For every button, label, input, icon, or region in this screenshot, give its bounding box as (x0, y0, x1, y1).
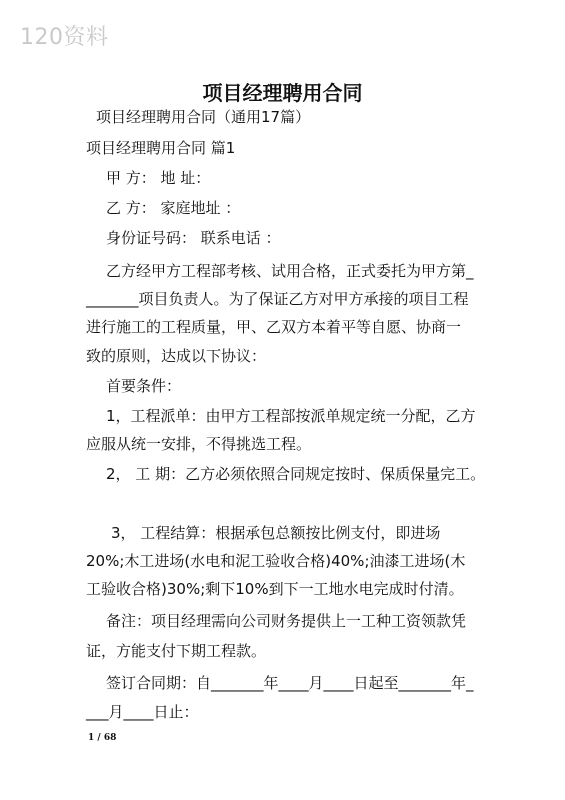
body-paragraph-line: 乙方经甲方工程部考核、试用合格，正式委托为甲方第_ (106, 262, 474, 280)
clause-1-line: 1，工程派单：由甲方工程部按派单规定统一分配，乙方 (106, 407, 476, 425)
clause-2-line: 2， 工 期：乙方必须依照合同规定按时、保质保量完工。 (106, 465, 486, 483)
document-title: 项目经理聘用合同 (202, 81, 363, 105)
watermark: 120资料 (20, 25, 109, 50)
document-subtitle: 项目经理聘用合同（通用17篇） (96, 108, 311, 126)
note-line: 备注：项目经理需向公司财务提供上一工种工资领款凭 (106, 612, 467, 630)
contract-period-line: ___月____日止： (86, 703, 199, 721)
section-heading: 项目经理聘用合同 篇1 (86, 139, 236, 157)
body-paragraph-line: _______项目负责人。为了保证乙方对甲方承接的项目工程 (86, 290, 469, 308)
clause-3-line: 3， 工程结算：根据承包总额按比例支付，即进场 (111, 524, 441, 542)
page-number: 1 / 68 (88, 733, 117, 743)
body-paragraph-line: 致的原则，达成以下协议： (86, 347, 267, 365)
note-line: 证，方能支付下期工程款。 (86, 642, 267, 660)
clause-heading: 首要条件： (106, 377, 182, 395)
clause-1-line: 应服从统一安排，不得挑选工程。 (86, 435, 312, 453)
party-b-line: 乙 方： 家庭地址 ： (106, 199, 241, 217)
contract-period-line: 签订合同期：自_______年____月____日起至_______年_ (106, 674, 474, 692)
clause-3-line: 20%;木工进场(水电和泥工验收合格)40%;油漆工进场(木 (86, 552, 466, 570)
body-paragraph-line: 进行施工的工程质量，甲、乙双方本着平等自愿、协商一 (86, 318, 462, 336)
id-phone-line: 身份证号码： 联系电话 ： (106, 229, 281, 247)
party-a-line: 甲 方： 地 址： (106, 169, 211, 187)
clause-3-line: 工验收合格)30%;剩下10%到下一工地水电完成时付清。 (86, 580, 464, 598)
